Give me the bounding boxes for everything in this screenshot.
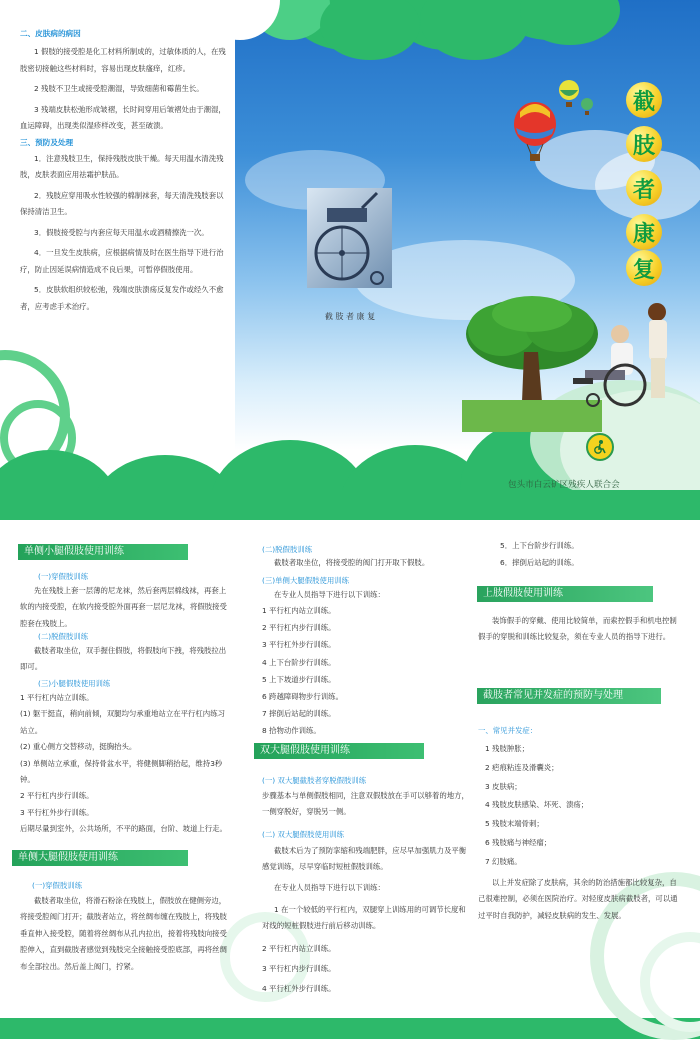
paragraph: 步骤基本与单侧假肢相同，注意双假肢放在手可以够着的地方，一侧穿脱好，穿脱另一侧。 [262, 791, 469, 817]
paragraph: 以上并发症除了皮肤病，其余的防治措施都比较复杂，自己很难控制，必须在医院治疗。对轻度皮肤病截肢者，可以通过平时自我防护，减轻皮肤病的发生、发展。 [478, 878, 678, 920]
title-char: 肢 [626, 126, 662, 162]
list-item: 2 平行杠内步行训练。 [262, 623, 336, 633]
complication-list [485, 740, 685, 872]
list-item: 4 平行杠外步行训练。 [262, 984, 336, 993]
paragraph: 1．注意残肢卫生，保持残肢皮肤干燥。每天用温水清洗残肢，皮肤表面应用祛霜护肤品。 [20, 153, 224, 179]
paragraph: 截肢者取坐位，将滑石粉涂在残肢上，假肢放在健侧旁边，将接受腔阀门打开；截肢者站立，将丝绸布缠在残肢上，将残肢垂直伸入接受腔，随着将丝绸布从孔内拉出，接着将残肢向接受腔伸入，直到截肢者感觉到残肢完全接触接受腔底部，再将丝绸布全部拉出。然后盖上阀门，拧紧。 [20, 896, 227, 971]
paragraph: 3．假肢接受腔与内套应每天用温水或酒精擦洗一次。 [34, 227, 209, 237]
paragraph: 装饰假手的穿戴、使用比较简单，而索控假手和机电控制假手的穿脱和训练比较复杂，须在专业人员的指导下进行。 [478, 616, 677, 642]
wheelchair-photo [307, 188, 392, 288]
section-title: 二、皮肤病的病因 [20, 29, 81, 38]
subsection-title: (一) 双大腿截肢者穿脱假肢训练 [262, 776, 367, 785]
subsection-title: 一、常见并发症： [478, 726, 538, 735]
training-list [500, 537, 690, 571]
section-header: 单侧大腿假肢使用训练 [12, 850, 188, 866]
paragraph: 截肢术后为了预防挛缩和残端肥胖，应尽早加强肌力及平衡感觉训练，尽早穿临时短桩假肢训练。 [262, 846, 467, 872]
title-char: 康 [626, 214, 662, 250]
list-item: 3 平行杠外步行训练。 [262, 640, 336, 650]
list-item: 7 摔倒后站起的训练。 [262, 709, 336, 719]
list-item: 4 残肢皮肤感染、坏死、溃疡； [485, 800, 589, 810]
list-item: 6 跨越障碍物步行训练。 [262, 692, 343, 702]
paragraph: 5．皮肤软组织较松弛，残端皮肤溃疡反复发作或经久不愈者，应考虑手术治疗。 [20, 285, 224, 311]
title-char: 复 [626, 250, 662, 286]
disability-federation-logo-icon [586, 433, 614, 461]
title-char: 截 [626, 82, 662, 118]
list-item: 3 平行杠内步行训练。 [262, 964, 336, 973]
subsection-title: (二) 双大腿假肢使用训练 [262, 830, 345, 839]
hot-air-balloon-icon [558, 80, 580, 112]
paragraph: 3 残端皮肤松弛形成皱褶，长时间穿用后皱褶处由于潮湿，血运障碍，出现类似湿疹样改变，甚至破溃。 [20, 104, 226, 130]
section-header: 上肢假肢使用训练 [477, 586, 653, 602]
caregiver-and-wheelchair-user-illustration [565, 300, 680, 424]
section-header: 双大腿假肢使用训练 [254, 743, 424, 759]
paragraph: 在专业人员指导下进行以下训练： [274, 883, 385, 892]
top-spread [0, 0, 700, 512]
paragraph: 2 残肢不卫生或接受腔潮湿，导致细菌和霉菌生长。 [34, 84, 204, 93]
training-list [262, 939, 472, 999]
subsection-title: (二)脱假肢训练 [262, 545, 313, 554]
paragraph: 截肢者取坐位，将接受腔的阀门打开取下假肢。 [274, 558, 430, 567]
hot-air-balloon-icon [580, 98, 594, 120]
paragraph: 1 在一个较低的平行杠内，双腿穿上训练用的可调节长度和对线的短桩假肢进行前后移动训练。 [262, 905, 466, 931]
paragraph: 在专业人员指导下进行以下训练： [274, 590, 385, 599]
list-item: 5 残肢末端骨刺； [485, 819, 544, 829]
photo-caption: 截 肢 者 康 复 [324, 312, 376, 321]
list-item: 6．摔倒后站起的训练。 [500, 558, 579, 568]
list-item: 7 幻肢痛。 [485, 856, 522, 866]
list-item: 1 残肢肿胀； [485, 744, 530, 753]
section-header: 截肢者常见并发症的预防与处理 [477, 688, 661, 704]
paragraph: 截肢者取坐位，双手握住假肢，将假肢向下拽，将残肢拉出即可。 [20, 646, 227, 672]
subsection-title: (二)脱假肢训练 [38, 632, 89, 641]
list-item: 2 平行杠内站立训练。 [262, 944, 336, 953]
list-item: 5．上下台阶步行训练。 [500, 541, 579, 550]
training-list [262, 602, 472, 740]
hot-air-balloon-icon [512, 102, 558, 166]
list-item: 6 残肢痛与神经瘤； [485, 837, 552, 847]
list-item: 3 皮肤病； [485, 781, 522, 791]
paragraph: 1 平行杠内站立训练。 (1) 躯干挺直，稍向前倾，双腿均匀承重地站立在平行杠内练习站立。 (2) 重心侧方交替移动，挺胸抬头。 (3) 单侧站立承重，保持骨盆水平，将健侧脚稍抬起，维持3秒钟。 2 平行杠内步行训练。 3 平行杠外步行训练。 后期尽量到室外，公共场所，不平的路面，台阶、坡道上行走。 [20, 693, 227, 834]
section-header: 单侧小腿假肢使用训练 [18, 544, 188, 560]
title-char: 者 [626, 170, 662, 206]
subsection-title: (三)单侧大腿假肢使用训练 [262, 576, 350, 585]
skin-disease-section [20, 28, 230, 315]
subsection-title: (三)小腿假肢使用训练 [38, 679, 111, 688]
paragraph: 4．一旦发生皮肤病，应根据病情及时在医生指导下进行治疗，防止因延误病情造成不良后果，可暂停假肢使用。 [20, 248, 224, 274]
list-item: 4 上下台阶步行训练。 [262, 657, 336, 667]
subsection-title: (一)穿假肢训练 [32, 881, 83, 890]
list-item: 5 上下坡道步行训练。 [262, 674, 336, 684]
list-item: 8 拾物动作训练。 [262, 726, 321, 736]
paragraph: 1 假肢的接受腔是化工材料所制成的，过敏体质的人，在残肢密切接触这些材料时，容易出现皮肤瘙痒，红疹。 [20, 47, 226, 73]
subsection-title: (一)穿假肢训练 [38, 572, 89, 581]
organization-name: 包头市白云矿区残疾人联合会 [508, 480, 620, 490]
paragraph: 先在残肢上套一层薄的尼龙袜，然后套两层棉线袜，再套上软的内接受腔，在软内接受腔外面再套一层尼龙袜，将假肢接受腔套在残肢上。 [20, 586, 227, 628]
list-item: 1 平行杠内站立训练。 [262, 606, 336, 615]
list-item: 2 疤痕粘连及滑囊炎； [485, 762, 559, 772]
section-title: 三、预防及处理 [20, 137, 74, 147]
paragraph: 2．残肢应穿用吸水性较强的棉制袜套，每天清洗残肢套以保持清洁卫生。 [20, 190, 224, 216]
